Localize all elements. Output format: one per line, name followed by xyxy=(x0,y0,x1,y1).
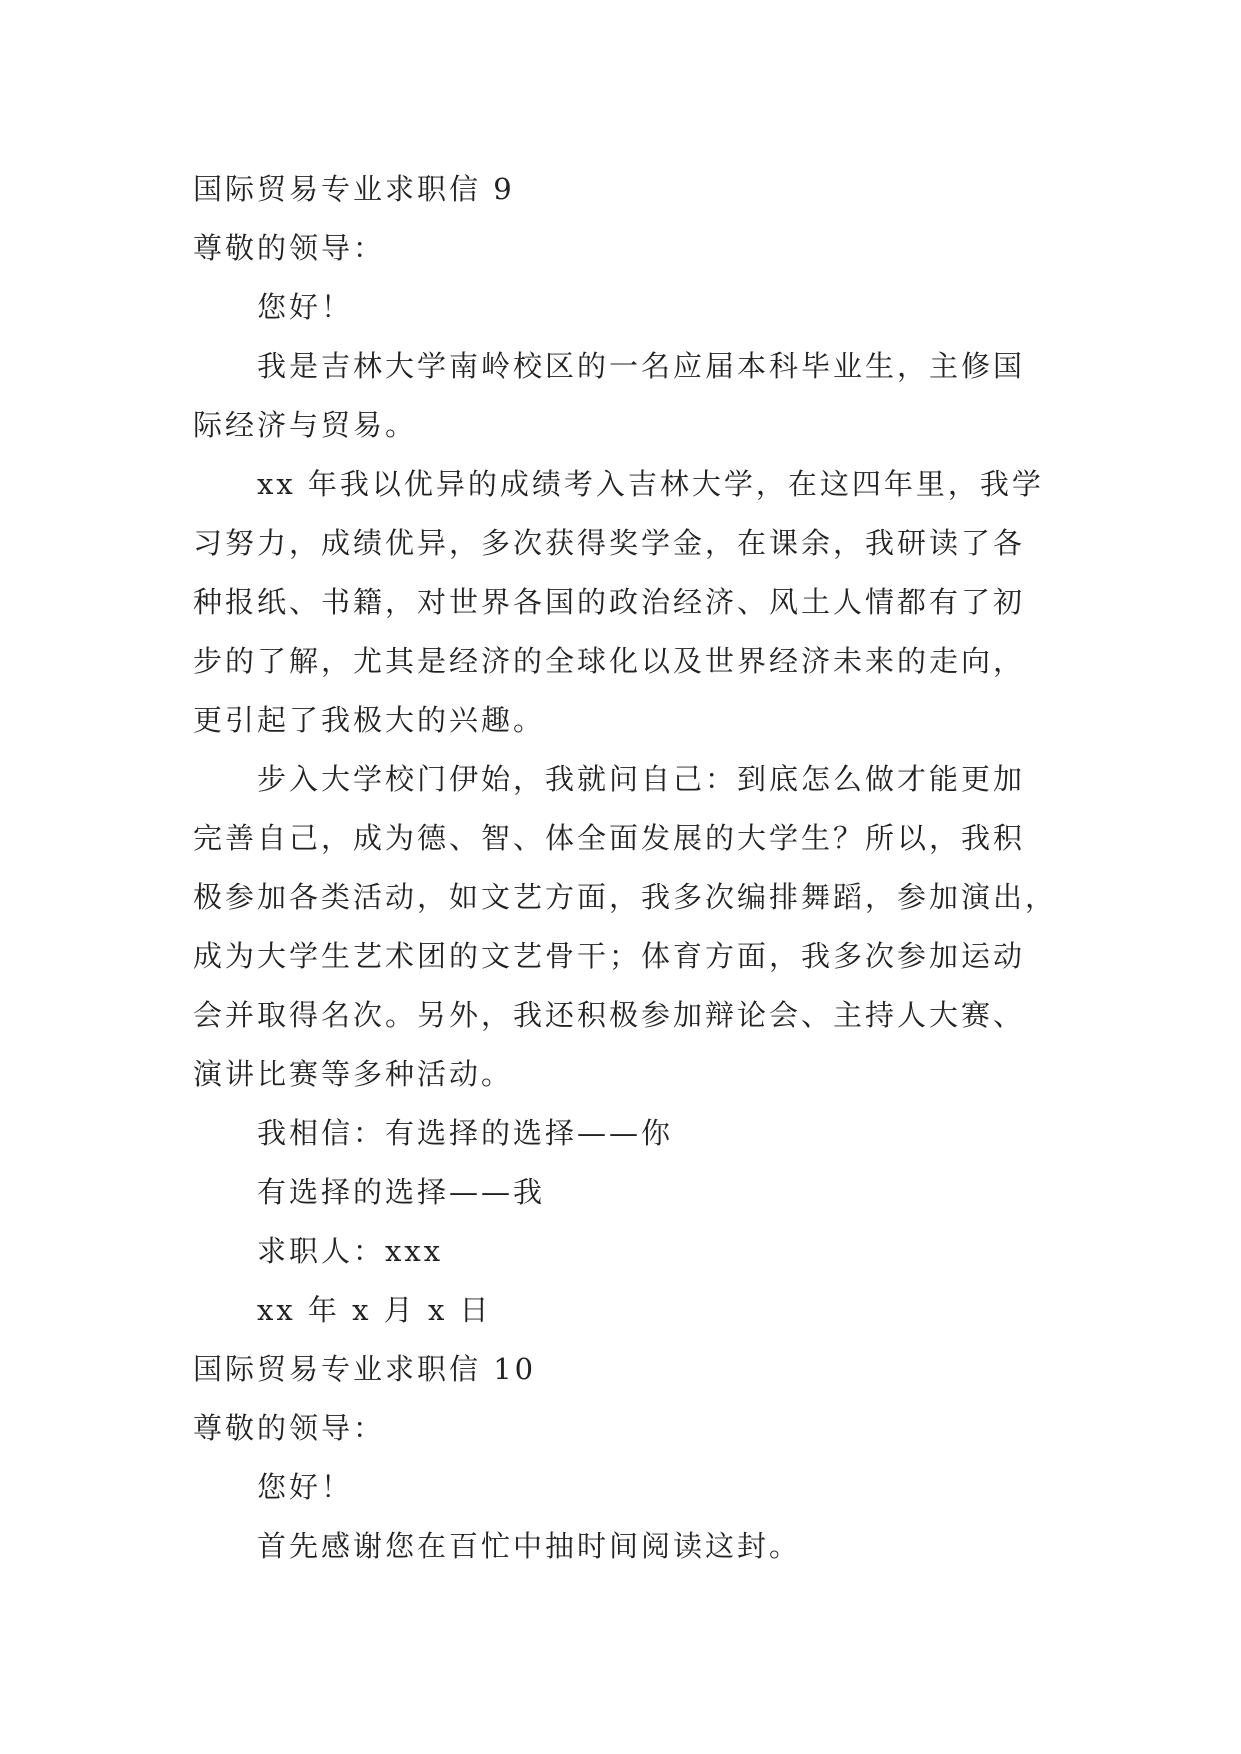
paragraph-line: 步的了解，尤其是经济的全球化以及世界经济未来的走向， xyxy=(193,644,1026,678)
paragraph-line: 完善自己，成为德、智、体全面发展的大学生？所以，我积 xyxy=(193,821,1026,855)
paragraph-line: xx 年我以优异的成绩考入吉林大学，在这四年里，我学 xyxy=(257,467,1044,501)
motto-line: 有选择的选择——我 xyxy=(257,1175,546,1209)
paragraph-line: 演讲比赛等多种活动。 xyxy=(193,1057,514,1091)
paragraph-line: 习努力，成绩优异，多次获得奖学金，在课余，我研读了各 xyxy=(193,526,1026,560)
paragraph-line: 成为大学生艺术团的文艺骨干；体育方面，我多次参加运动 xyxy=(193,939,1026,973)
document-body xyxy=(193,160,1073,1576)
letter-title: 国际贸易专业求职信 9 xyxy=(193,172,515,206)
paragraph-line: 会并取得名次。另外，我还积极参加辩论会、主持人大赛、 xyxy=(193,998,1026,1032)
greeting: 您好！ xyxy=(257,1470,354,1504)
date: xx 年 x 月 x 日 xyxy=(257,1293,492,1327)
paragraph-line: 首先感谢您在百忙中抽时间阅读这封。 xyxy=(257,1529,802,1563)
paragraph-line: 极参加各类活动，如文艺方面，我多次编排舞蹈，参加演出， xyxy=(193,880,1058,914)
letter-title: 国际贸易专业求职信 10 xyxy=(193,1352,537,1386)
salutation: 尊敬的领导： xyxy=(193,1411,386,1445)
paragraph-line: 种报纸、书籍，对世界各国的政治经济、风土人情都有了初 xyxy=(193,585,1026,619)
paragraph-line: 我是吉林大学南岭校区的一名应届本科毕业生，主修国 xyxy=(257,349,1026,383)
salutation: 尊敬的领导： xyxy=(193,231,386,265)
motto-line: 我相信：有选择的选择——你 xyxy=(257,1116,674,1150)
paragraph-line: 更引起了我极大的兴趣。 xyxy=(193,703,546,737)
paragraph-line: 步入大学校门伊始，我就问自己：到底怎么做才能更加 xyxy=(257,762,1026,796)
paragraph-line: 际经济与贸易。 xyxy=(193,408,418,442)
signer: 求职人：xxx xyxy=(257,1234,444,1268)
greeting: 您好！ xyxy=(257,290,354,324)
